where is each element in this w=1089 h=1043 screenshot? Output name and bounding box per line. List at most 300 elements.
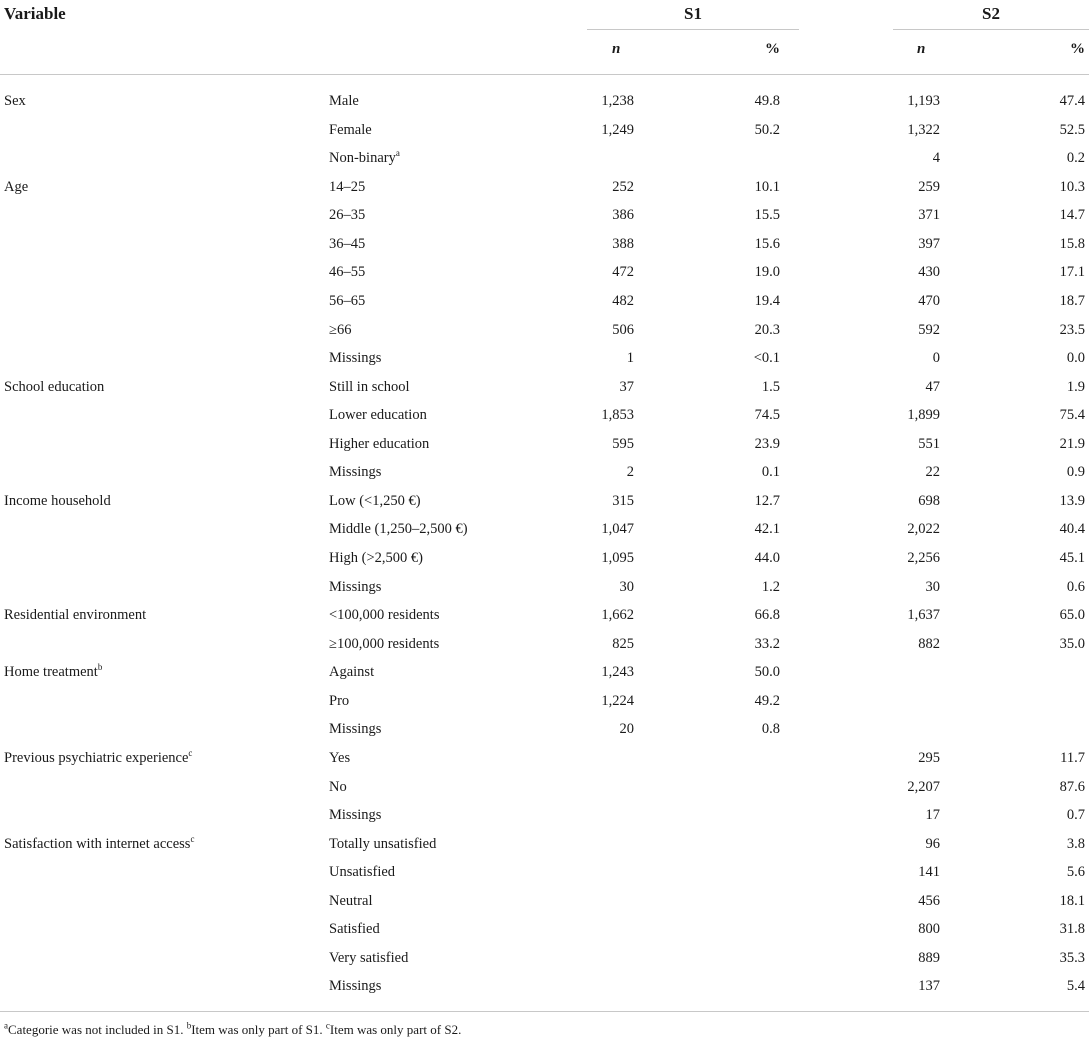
category-cell: [329, 693, 349, 710]
category-cell-text: ≥66: [329, 321, 352, 338]
s2-n-cell-text: 1,193: [907, 93, 940, 109]
s2-n-cell-text: 371: [918, 207, 940, 224]
s2-pct-cell: [1060, 264, 1085, 281]
category-cell: [329, 807, 381, 824]
table-row: [0, 715, 1089, 744]
s1-n-cell: [612, 207, 634, 224]
s2-pct-cell-text: 11.7: [1060, 749, 1085, 766]
s2-pct-cell-text: 52.5: [1059, 121, 1085, 138]
s2-pct-cell: [1060, 607, 1085, 624]
s1-pct-cell: [755, 550, 780, 567]
category-cell: [329, 636, 439, 653]
s1-pct-cell-text: 10.1: [754, 178, 780, 195]
s2-n-cell: [918, 636, 940, 653]
s2-n-cell-text: 22: [925, 464, 940, 481]
s2-n-cell: [926, 464, 941, 481]
category-cell: [329, 293, 365, 310]
s1-pct-cell: [755, 607, 780, 624]
s2-n-cell-text: 2,256: [907, 550, 940, 566]
s2-pct-cell-text: 21.9: [1059, 435, 1085, 452]
s2-pct-cell-text: 17.1: [1059, 264, 1085, 281]
s1-pct-cell-text: 50.0: [754, 664, 780, 681]
table-row: [0, 344, 1089, 373]
s1-pct-cell: [755, 264, 780, 281]
s2-n-cell: [926, 836, 941, 853]
s2-pct-cell-text: 3.8: [1066, 835, 1085, 852]
s2-n-cell: [907, 407, 940, 424]
table-row: [0, 116, 1089, 145]
s2-pct-cell-text: 1.9: [1066, 378, 1085, 395]
table-row: [0, 373, 1089, 402]
s1-pct-cell-text: 12.7: [754, 492, 780, 509]
variable-cell: [4, 93, 26, 110]
s2-n-cell-text: 698: [918, 492, 940, 509]
category-cell-text: Female: [329, 121, 372, 138]
footnote-b-text: Item was only part of S1.: [191, 1022, 326, 1037]
s2-pct-cell-text: 0.6: [1066, 578, 1085, 595]
variable-cell-text: Residential environment: [4, 607, 147, 624]
s1-n-cell: [620, 579, 635, 596]
s1-pct-cell-text: 49.2: [754, 692, 780, 709]
s1-pct-cell-text: 44.0: [754, 550, 780, 566]
category-cell-text: Pro: [329, 692, 350, 709]
s1-pct-cell: [762, 464, 780, 481]
s2-pct-cell: [1067, 807, 1085, 824]
category-cell: [329, 236, 365, 253]
table-row: [0, 687, 1089, 716]
s1-n-cell-text: 472: [612, 264, 634, 281]
category-cell: [329, 122, 372, 139]
s1-n-cell: [601, 550, 634, 567]
category-cell: [329, 407, 427, 424]
s1-n-cell-text: 20: [619, 721, 634, 738]
variable-cell: [4, 664, 102, 681]
s2-pct-cell: [1060, 750, 1085, 767]
s2-n-cell: [907, 93, 940, 110]
s2-n-cell-text: 470: [918, 292, 940, 309]
s2-n-cell-text: 551: [918, 435, 940, 452]
s1-n-cell-text: 1,249: [601, 121, 634, 138]
s2-n-cell: [926, 579, 941, 596]
table-row: [0, 544, 1089, 573]
s2-n-cell-text: 800: [918, 921, 940, 938]
s2-pct-cell: [1067, 379, 1085, 396]
s2-pct-cell-text: 75.4: [1059, 407, 1085, 424]
s2-pct-cell: [1060, 322, 1085, 339]
category-cell: [329, 893, 372, 910]
s2-n-cell-text: 2,022: [907, 521, 940, 538]
s1-pct-cell-text: 19.0: [754, 264, 780, 281]
s2-n-cell: [933, 150, 940, 167]
s2-pct-cell: [1067, 350, 1085, 367]
category-cell: [329, 436, 429, 453]
category-cell-text: Very satisfied: [329, 949, 409, 966]
category-cell: [329, 664, 374, 681]
s2-pct-cell-text: 23.5: [1059, 321, 1085, 338]
s2-pct-cell: [1060, 893, 1085, 910]
s1-pct-cell: [755, 236, 780, 253]
s2-pct-cell: [1060, 236, 1085, 253]
s1-n-cell: [620, 379, 635, 396]
s2-pct-cell: [1067, 579, 1085, 596]
s2-pct-cell-text: 35.0: [1059, 635, 1085, 652]
category-cell: [329, 179, 365, 196]
category-cell-text: No: [329, 778, 347, 795]
s2-pct-cell: [1067, 864, 1085, 881]
s2-pct-cell-text: 45.1: [1059, 550, 1085, 566]
category-cell-text: Still in school: [329, 378, 410, 395]
s2-pct-cell: [1067, 836, 1085, 853]
s1-pct-cell: [755, 436, 780, 453]
s1-n-cell-text: 315: [612, 492, 634, 509]
category-cell-text: Against: [329, 664, 375, 681]
category-cell: [329, 464, 381, 481]
category-cell-text: 26–35: [329, 207, 366, 224]
s1-pct-cell: [755, 693, 780, 710]
category-cell-text: ≥100,000 residents: [329, 635, 440, 652]
s2-pct-cell: [1060, 207, 1085, 224]
s1-pct-cell: [755, 93, 780, 110]
category-cell-text: 56–65: [329, 292, 366, 309]
s2-n-cell: [918, 950, 940, 967]
category-cell: [329, 521, 468, 538]
s2-pct-cell-text: 65.0: [1059, 607, 1085, 624]
s2-n-cell-text: 17: [925, 807, 940, 824]
s2-n-cell: [918, 493, 940, 510]
s2-n-cell-text: 1,637: [907, 607, 940, 624]
variable-cell-text: Income household: [4, 492, 111, 509]
s2-n-cell: [933, 350, 940, 367]
category-cell-text: 14–25: [329, 178, 366, 195]
s2-n-cell-text: 1,322: [907, 121, 940, 138]
category-cell: [329, 921, 380, 938]
category-cell-text: <100,000 residents: [329, 607, 440, 624]
s2-pct-cell-text: 5.6: [1066, 864, 1085, 881]
table-row: [0, 601, 1089, 630]
s2-n-cell-text: 259: [918, 178, 940, 195]
s1-n-cell: [620, 721, 635, 738]
table-row: [0, 430, 1089, 459]
s1-pct-cell: [755, 664, 780, 681]
s2-pct-cell: [1067, 150, 1085, 167]
variable-cell: [4, 179, 28, 196]
category-cell: [329, 779, 347, 796]
s1-pct-cell: [762, 721, 780, 738]
s2-n-cell: [907, 521, 940, 538]
category-cell-text: Missings: [329, 978, 382, 995]
s1-n-cell-text: 825: [612, 635, 634, 652]
category-cell-text: Totally unsatisfied: [329, 835, 437, 852]
s2-pct-cell: [1060, 921, 1085, 938]
s2-pct-cell: [1060, 179, 1085, 196]
s2-n-cell-text: 30: [925, 578, 940, 595]
table-row: [0, 858, 1089, 887]
category-cell-text: Male: [329, 93, 359, 109]
s2-n-cell: [918, 436, 940, 453]
table-row: [0, 972, 1089, 1001]
s2-pct-cell: [1060, 636, 1085, 653]
s2-n-cell: [918, 921, 940, 938]
category-cell-text: 36–45: [329, 235, 366, 252]
header-variable: Variable: [4, 4, 66, 23]
category-cell-text: Unsatisfied: [329, 864, 396, 881]
s1-pct-cell: [755, 493, 780, 510]
s2-n-cell: [918, 978, 940, 995]
category-cell-text: Lower education: [329, 407, 427, 424]
s1-n-cell: [601, 407, 634, 424]
variable-cell-text: Satisfaction with internet access: [4, 835, 191, 852]
s1-n-cell: [601, 664, 634, 681]
s1-n-cell-text: 482: [612, 292, 634, 309]
category-cell: [329, 350, 381, 367]
s1-n-cell: [612, 493, 634, 510]
s1-n-cell-text: 30: [619, 578, 634, 595]
s2-pct-cell-text: 87.6: [1059, 778, 1085, 795]
s1-n-cell: [601, 521, 634, 538]
s2-n-cell: [918, 207, 940, 224]
variable-cell-text: Sex: [4, 93, 26, 109]
s2-n-cell-text: 137: [918, 978, 940, 995]
s1-n-cell-text: 1: [626, 350, 634, 367]
s2-n-cell: [907, 607, 940, 624]
s2-n-cell: [918, 264, 940, 281]
category-cell-text: Missings: [329, 721, 382, 738]
s1-n-cell: [601, 607, 634, 624]
s2-n-cell-text: 430: [918, 264, 940, 281]
s2-pct-cell-text: 31.8: [1059, 921, 1085, 938]
s2-n-cell: [918, 750, 940, 767]
variable-cell-text: Age: [4, 178, 29, 195]
s1-n-cell-text: 1,238: [601, 93, 634, 109]
header-s2: S2: [982, 4, 1000, 23]
table-row: [0, 487, 1089, 516]
s1-n-cell-text: 1,224: [601, 692, 634, 709]
table-row: [0, 144, 1089, 173]
s1-pct-cell-text: 0.8: [761, 721, 780, 738]
s1-n-cell: [612, 264, 634, 281]
s2-pct-cell-text: 15.8: [1059, 235, 1085, 252]
s2-pct-cell-text: 40.4: [1059, 521, 1085, 538]
footnote-a-mark: a: [4, 1020, 8, 1031]
s2-pct-cell: [1060, 779, 1085, 796]
s2-pct-cell: [1060, 407, 1085, 424]
s2-pct-cell: [1060, 436, 1085, 453]
category-cell-text: Non-binary: [329, 150, 396, 167]
category-cell-text: Missings: [329, 578, 382, 595]
category-cell-text: High (>2,500 €): [329, 550, 423, 566]
s1-n-cell: [612, 436, 634, 453]
s1-pct-cell-text: 15.6: [754, 235, 780, 252]
table-row: [0, 915, 1089, 944]
s1-pct-cell-text: 66.8: [754, 607, 780, 624]
variable-footnote-mark: c: [190, 833, 195, 844]
s1-n-cell-text: 252: [612, 178, 634, 195]
s1-n-cell: [627, 464, 634, 481]
s2-pct-cell: [1060, 493, 1085, 510]
s1-pct-cell: [755, 293, 780, 310]
category-cell: [329, 207, 365, 224]
s1-n-cell: [612, 636, 634, 653]
table-bottom-rule: [0, 1011, 1089, 1012]
s2-n-cell-text: 0: [932, 350, 940, 367]
category-cell: [329, 864, 395, 881]
s2-pct-cell: [1067, 978, 1085, 995]
header-bottom-rule: [0, 74, 1089, 75]
category-cell: [329, 721, 381, 738]
s2-n-cell: [926, 379, 941, 396]
category-cell: [329, 836, 436, 853]
s1-n-cell-text: 37: [619, 378, 634, 395]
s2-n-cell-text: 1,899: [907, 407, 940, 424]
header-s2-n: n: [917, 41, 926, 57]
s1-pct-cell: [755, 636, 780, 653]
category-cell: [329, 750, 350, 767]
s2-pct-cell-text: 10.3: [1059, 178, 1085, 195]
s2-n-cell: [918, 322, 940, 339]
table-row: [0, 201, 1089, 230]
variable-footnote-mark: c: [188, 748, 193, 759]
s2-n-cell-text: 397: [918, 235, 940, 252]
s2-pct-cell: [1067, 464, 1085, 481]
s2-n-cell: [907, 550, 940, 567]
s2-pct-cell: [1060, 550, 1085, 567]
category-cell-text: Higher education: [329, 435, 430, 452]
footnote-a-text: Categorie was not included in S1.: [8, 1022, 187, 1037]
header-s1-n: n: [612, 41, 621, 57]
category-cell: [329, 93, 359, 110]
category-cell-text: Low (<1,250 €): [329, 492, 421, 509]
variable-cell: [4, 607, 146, 624]
s1-n-cell: [612, 236, 634, 253]
table-row: [0, 573, 1089, 602]
s2-n-cell-text: 96: [925, 835, 940, 852]
s2-n-cell-text: 295: [918, 749, 940, 766]
s1-pct-cell: [755, 521, 780, 538]
footnote-c-mark: c: [325, 1020, 330, 1031]
s2-pct-cell-text: 0.0: [1066, 350, 1085, 367]
table-row: [0, 944, 1089, 973]
footnote-b-mark: b: [186, 1020, 192, 1031]
category-cell: [329, 579, 381, 596]
category-cell-text: Satisfied: [329, 921, 380, 938]
s1-pct-cell-text: 19.4: [754, 292, 780, 309]
s2-pct-cell: [1060, 293, 1085, 310]
s1-pct-cell: [754, 350, 780, 367]
variable-cell-text: Previous psychiatric experience: [4, 749, 189, 766]
category-cell-text: Yes: [329, 749, 351, 766]
s2-n-cell-text: 2,207: [907, 778, 940, 795]
s2-n-cell: [918, 179, 940, 196]
s2-pct-cell: [1060, 521, 1085, 538]
category-cell-text: Middle (1,250–2,500 €): [329, 521, 468, 538]
variable-cell: [4, 750, 192, 767]
s2-pct-cell-text: 18.1: [1059, 892, 1085, 909]
header-s2-rule: [893, 29, 1089, 30]
s1-pct-cell-text: 49.8: [754, 93, 780, 109]
s1-n-cell-text: 2: [626, 464, 634, 481]
category-cell: [329, 379, 410, 396]
table-row: [0, 173, 1089, 202]
table-row: [0, 773, 1089, 802]
s1-pct-cell-text: 1.2: [761, 578, 780, 595]
s1-pct-cell-text: 1.5: [761, 378, 780, 395]
s2-n-cell-text: 4: [932, 150, 940, 167]
category-cell: [329, 322, 351, 339]
s1-n-cell: [601, 693, 634, 710]
s1-n-cell: [612, 293, 634, 310]
header-s1-pct: %: [765, 41, 780, 57]
s1-n-cell-text: 1,853: [601, 407, 634, 424]
variable-cell-text: School education: [4, 378, 105, 395]
s1-pct-cell: [755, 322, 780, 339]
s2-n-cell: [907, 122, 940, 139]
s1-pct-cell-text: 42.1: [754, 521, 780, 538]
s1-pct-cell: [755, 122, 780, 139]
header-s1: S1: [684, 4, 702, 23]
s1-pct-cell: [755, 207, 780, 224]
s2-n-cell: [918, 236, 940, 253]
s2-n-cell-text: 889: [918, 949, 940, 966]
s2-n-cell: [918, 864, 940, 881]
s1-n-cell-text: 1,095: [601, 550, 634, 566]
s1-pct-cell-text: 15.5: [754, 207, 780, 224]
table-row: [0, 630, 1089, 659]
table-body: [0, 87, 1089, 1001]
category-cell: [329, 978, 381, 995]
category-cell-text: Neutral: [329, 892, 373, 909]
header-s1-rule: [587, 29, 799, 30]
s2-n-cell: [918, 293, 940, 310]
table-row: [0, 230, 1089, 259]
table-row: [0, 316, 1089, 345]
category-cell: [329, 607, 439, 624]
s1-pct-cell: [762, 379, 780, 396]
table-row: [0, 401, 1089, 430]
category-cell-text: Missings: [329, 807, 382, 824]
s1-n-cell: [627, 350, 634, 367]
s1-pct-cell-text: 20.3: [754, 321, 780, 338]
category-cell: [329, 493, 421, 510]
s1-n-cell-text: 386: [612, 207, 634, 224]
category-footnote-mark: a: [395, 148, 400, 159]
s2-n-cell-text: 882: [918, 635, 940, 652]
variable-footnote-mark: b: [97, 662, 103, 673]
table-row: [0, 744, 1089, 773]
s2-n-cell: [918, 893, 940, 910]
s2-n-cell-text: 592: [918, 321, 940, 338]
category-cell: [329, 150, 400, 167]
s2-pct-cell-text: 14.7: [1059, 207, 1085, 224]
s2-pct-cell-text: 13.9: [1059, 492, 1085, 509]
table-row: [0, 830, 1089, 859]
s1-pct-cell-text: 0.1: [761, 464, 780, 481]
variable-cell: [4, 379, 104, 396]
s2-n-cell-text: 47: [925, 378, 940, 395]
s2-pct-cell: [1060, 122, 1085, 139]
s2-n-cell-text: 141: [918, 864, 940, 881]
table-header: [0, 0, 1089, 84]
s2-pct-cell-text: 18.7: [1059, 292, 1085, 309]
s1-pct-cell-text: 74.5: [754, 407, 780, 424]
s1-n-cell: [612, 322, 634, 339]
category-cell-text: Missings: [329, 464, 382, 481]
s1-n-cell-text: 388: [612, 235, 634, 252]
s2-n-cell: [926, 807, 941, 824]
s1-n-cell-text: 506: [612, 321, 634, 338]
s1-pct-cell: [762, 579, 780, 596]
table-row: [0, 258, 1089, 287]
s1-pct-cell-text: 50.2: [754, 121, 780, 138]
